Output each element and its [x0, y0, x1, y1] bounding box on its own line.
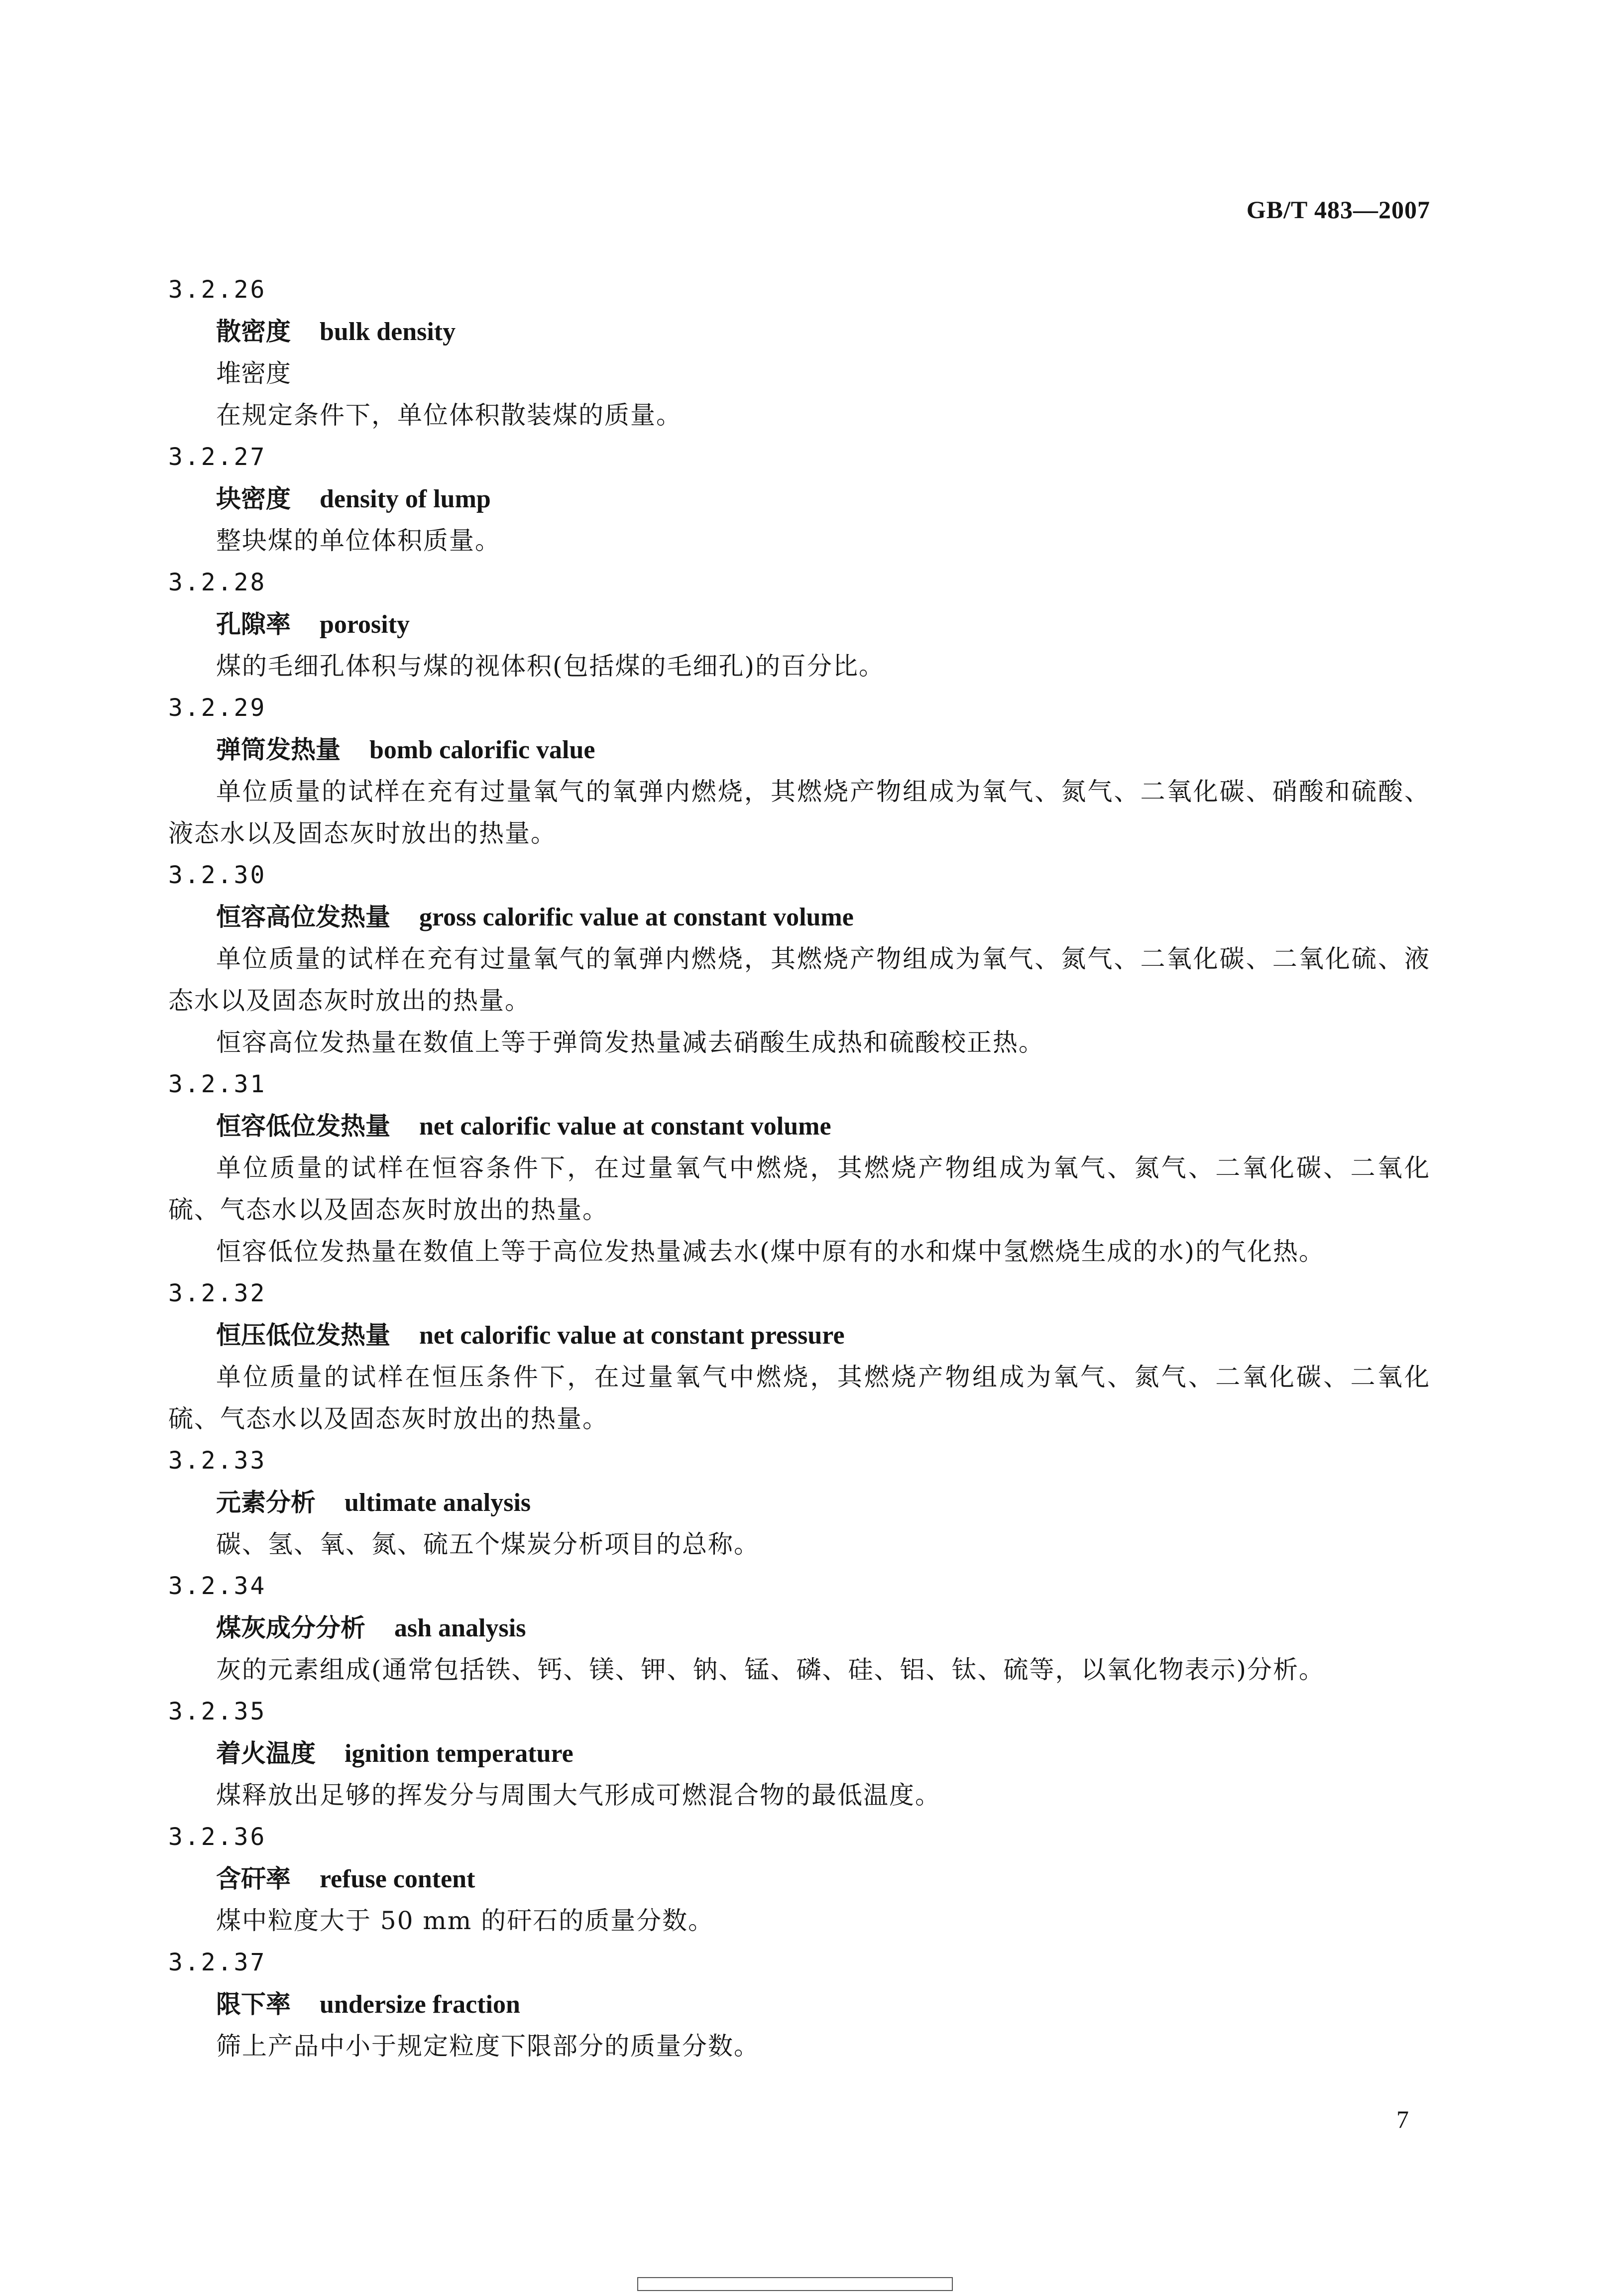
term-english: net calorific value at constant volume: [419, 1112, 831, 1141]
term-entry: [168, 687, 1430, 854]
term-entry: [168, 1440, 1430, 1565]
clause-number: 3.2.31: [168, 1070, 267, 1098]
term-heading: [216, 1314, 1430, 1356]
clause-number: 3.2.32: [168, 1279, 267, 1307]
term-entry: [168, 1063, 1430, 1272]
term-chinese: 块密度: [216, 484, 291, 513]
term-english: bulk density: [320, 318, 456, 346]
clause-number: 3.2.30: [168, 861, 267, 889]
term-chinese: 含矸率: [216, 1864, 291, 1893]
term-english: density of lump: [320, 485, 491, 513]
clause-number: 3.2.26: [168, 276, 267, 304]
term-english: porosity: [320, 610, 410, 639]
term-entry: [168, 1272, 1430, 1440]
term-heading: [216, 603, 1430, 645]
term-entry: [168, 854, 1430, 1063]
clause-number: 3.2.35: [168, 1698, 267, 1725]
term-definition: 煤释放出足够的挥发分与周围大气形成可燃混合物的最低温度。: [216, 1781, 941, 1810]
term-definition: 煤中粒度大于 50 mm 的矸石的质量分数。: [216, 1906, 714, 1935]
clause-number: 3.2.34: [168, 1572, 267, 1600]
clause-number: 3.2.33: [168, 1447, 267, 1475]
term-chinese: 元素分析: [216, 1488, 316, 1517]
term-heading: [216, 1482, 1430, 1523]
term-english: undersize fraction: [320, 1990, 520, 2019]
term-definition: 单位质量的试样在充有过量氧气的氧弹内燃烧，其燃烧产物组成为氧气、氮气、二氧化碳、硝酸和硫酸、液态水以及固态灰时放出的热量。: [168, 777, 1430, 848]
term-heading: [216, 311, 1430, 352]
term-chinese: 散密度: [216, 317, 291, 346]
term-heading: [216, 729, 1430, 771]
term-chinese: 限下率: [216, 1989, 291, 2019]
term-english: gross calorific value at constant volume: [419, 903, 854, 931]
term-heading: [216, 1607, 1430, 1649]
term-english: net calorific value at constant pressure: [419, 1321, 845, 1350]
clause-number: 3.2.27: [168, 443, 267, 471]
term-definition: 煤的毛细孔体积与煤的视体积(包括煤的毛细孔)的百分比。: [216, 652, 885, 681]
term-english: ash analysis: [394, 1614, 526, 1642]
term-synonym: 堆密度: [216, 359, 291, 388]
term-entry: [168, 1942, 1430, 2067]
term-note: 恒容高位发热量在数值上等于弹筒发热量减去硝酸生成热和硫酸校正热。: [216, 1028, 1044, 1057]
clause-number: 3.2.37: [168, 1949, 267, 1976]
term-note: 恒容低位发热量在数值上等于高位发热量减去水(煤中原有的水和煤中氢燃烧生成的水)的气化热。: [216, 1237, 1325, 1266]
term-entry: [168, 1565, 1430, 1691]
term-chinese: 弹筒发热量: [216, 735, 341, 764]
term-definition: 单位质量的试样在恒容条件下，在过量氧气中燃烧，其燃烧产物组成为氧气、氮气、二氧化碳、二氧化硫、气态水以及固态灰时放出的热量。: [168, 1153, 1430, 1224]
clause-number: 3.2.36: [168, 1823, 267, 1851]
term-english: ignition temperature: [344, 1739, 573, 1768]
clause-number: 3.2.29: [168, 694, 267, 722]
term-chinese: 恒容低位发热量: [216, 1111, 390, 1141]
term-entry: [168, 1691, 1430, 1816]
term-chinese: 恒压低位发热量: [216, 1320, 390, 1350]
term-chinese: 煤灰成分分析: [216, 1613, 365, 1642]
page-number: 7: [1396, 2105, 1409, 2133]
term-english: bomb calorific value: [369, 736, 595, 764]
term-heading: [216, 1105, 1430, 1147]
term-definition: 单位质量的试样在充有过量氧气的氧弹内燃烧，其燃烧产物组成为氧气、氮气、二氧化碳、二氧化硫、液态水以及固态灰时放出的热量。: [168, 944, 1430, 1015]
term-definition: 单位质量的试样在恒压条件下，在过量氧气中燃烧，其燃烧产物组成为氧气、氮气、二氧化碳、二氧化硫、气态水以及固态灰时放出的热量。: [168, 1363, 1430, 1433]
terms-list: [168, 269, 1430, 2067]
download-watermark-strip: [637, 2277, 953, 2291]
term-english: ultimate analysis: [344, 1489, 531, 1517]
term-chinese: 着火温度: [216, 1738, 316, 1768]
term-chinese: 孔隙率: [216, 609, 291, 639]
term-definition: 筛上产品中小于规定粒度下限部分的质量分数。: [216, 2032, 760, 2061]
document-code: GB/T 483—2007: [1246, 196, 1430, 224]
term-heading: [216, 1732, 1430, 1774]
term-chinese: 恒容高位发热量: [216, 902, 390, 931]
term-definition: 碳、氢、氧、氮、硫五个煤炭分析项目的总称。: [216, 1530, 760, 1559]
term-definition: 灰的元素组成(通常包括铁、钙、镁、钾、钠、锰、磷、硅、铝、钛、硫等，以氧化物表示)分析。: [216, 1655, 1325, 1684]
term-entry: [168, 562, 1430, 687]
term-entry: [168, 436, 1430, 562]
term-heading: [216, 1983, 1430, 2025]
clause-number: 3.2.28: [168, 569, 267, 596]
term-entry: [168, 1816, 1430, 1942]
term-english: refuse content: [320, 1865, 475, 1893]
term-definition: 整块煤的单位体积质量。: [216, 526, 501, 555]
term-definition: 在规定条件下，单位体积散装煤的质量。: [216, 401, 682, 430]
term-entry: [168, 269, 1430, 436]
term-heading: [216, 896, 1430, 938]
term-heading: [216, 1858, 1430, 1900]
term-heading: [216, 478, 1430, 520]
